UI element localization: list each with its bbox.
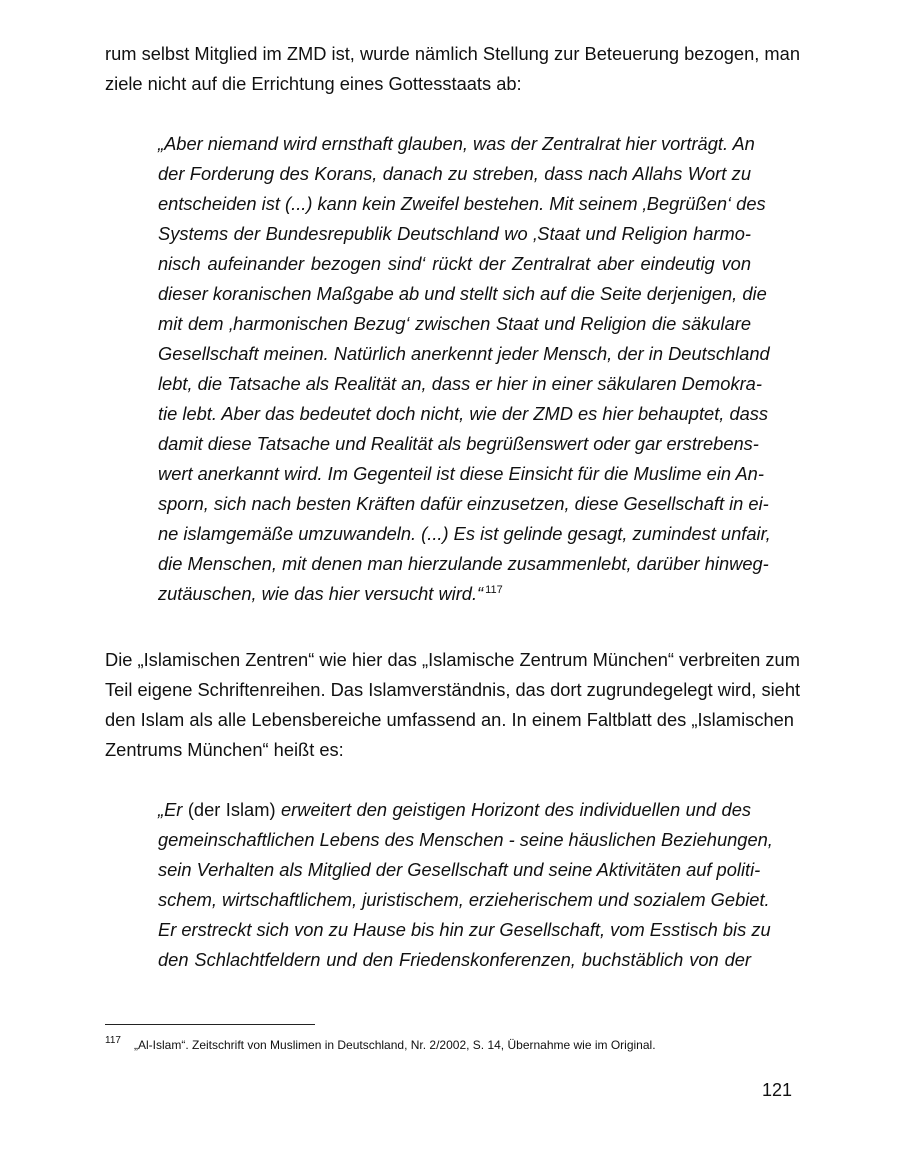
body-text-line: Die „Islamischen Zentren“ wie hier das „Islamische Zentrum München“ verbreiten zum: [105, 649, 800, 670]
footnote-text: „Al-Islam“. Zeitschrift von Muslimen in Deutschland, Nr. 2/2002, S. 14, Übernahme wie im Original.: [134, 1038, 656, 1052]
footnote-reference: 117: [485, 584, 503, 596]
quote-line: ne islamgemäße umzuwandeln. (...) Es ist gelinde gesagt, zumindest unfair,: [158, 523, 771, 544]
quote-text: erweitert den geistigen Horizont des individuellen und des: [280, 799, 751, 820]
quote-line: lebt, die Tatsache als Realität an, dass er hier in einer säkularen Demokra-: [158, 373, 762, 394]
quote-line: entscheiden ist (...) kann kein Zweifel bestehen. Mit seinem ‚Begrüßen‘ des: [158, 193, 766, 214]
quote-line: sein Verhalten als Mitglied der Gesellschaft und seine Aktivitäten auf politi-: [158, 859, 761, 880]
quote-text: zutäuschen, wie das hier versucht wird.“: [158, 583, 484, 604]
quote-line: mit dem ‚harmonischen Bezug‘ zwischen Staat und Religion die säkulare: [158, 313, 751, 334]
quote-line: nisch aufeinander bezogen sind‘ rückt der Zentralrat aber eindeutig von: [158, 253, 751, 274]
body-text-line: ziele nicht auf die Errichtung eines Gottesstaats ab:: [105, 73, 522, 94]
quote-line: wert anerkannt wird. Im Gegenteil ist diese Einsicht für die Muslime ein An-: [158, 463, 764, 484]
quote-line: „Aber niemand wird ernsthaft glauben, was der Zentralrat hier vorträgt. An: [158, 133, 755, 154]
footnote-separator: [105, 1024, 315, 1025]
quote-line: den Schlachtfeldern und den Friedenskonferenzen, buchstäblich von der: [158, 949, 751, 970]
quote-line: schem, wirtschaftlichem, juristischem, erzieherischem und sozialem Gebiet.: [158, 889, 770, 910]
quote-line: sporn, sich nach besten Kräften dafür einzusetzen, diese Gesellschaft in ei-: [158, 493, 769, 514]
quote-line: Er erstreckt sich von zu Hause bis hin zur Gesellschaft, vom Esstisch bis zu: [158, 919, 771, 940]
quote-interjection: (der Islam): [182, 799, 281, 820]
quote-line: der Forderung des Korans, danach zu streben, dass nach Allahs Wort zu: [158, 163, 751, 184]
footnote-number: 117: [105, 1035, 121, 1046]
quote-line: die Menschen, mit denen man hierzulande zusammenlebt, darüber hinweg-: [158, 553, 769, 574]
quote-line: dieser koranischen Maßgabe ab und stellt sich auf die Seite derjenigen, die: [158, 283, 767, 304]
body-text-line: rum selbst Mitglied im ZMD ist, wurde nämlich Stellung zur Beteuerung bezogen, man: [105, 43, 800, 64]
body-text-line: den Islam als alle Lebensbereiche umfassend an. In einem Faltblatt des „Islamischen: [105, 709, 794, 730]
quote-line: Gesellschaft meinen. Natürlich anerkennt jeder Mensch, der in Deutschland: [158, 343, 770, 364]
quote-line-last: [158, 584, 503, 607]
body-text-line: Zentrums München“ heißt es:: [105, 739, 344, 760]
quote-line: gemeinschaftlichen Lebens des Menschen - seine häuslichen Beziehungen,: [158, 829, 773, 850]
quote-line: Systems der Bundesrepublik Deutschland wo ‚Staat und Religion harmo-: [158, 223, 751, 244]
quote-text: „Er: [158, 799, 183, 820]
quote-line-first: [158, 800, 751, 820]
page-number: 121: [761, 1080, 792, 1100]
quote-line: tie lebt. Aber das bedeutet doch nicht, wie der ZMD es hier behauptet, dass: [158, 403, 769, 424]
body-text-line: Teil eigene Schriftenreihen. Das Islamverständnis, das dort zugrundegelegt wird, sieht: [105, 679, 801, 700]
quote-line: damit diese Tatsache und Realität als begrüßenswert oder gar erstrebens-: [158, 433, 759, 454]
